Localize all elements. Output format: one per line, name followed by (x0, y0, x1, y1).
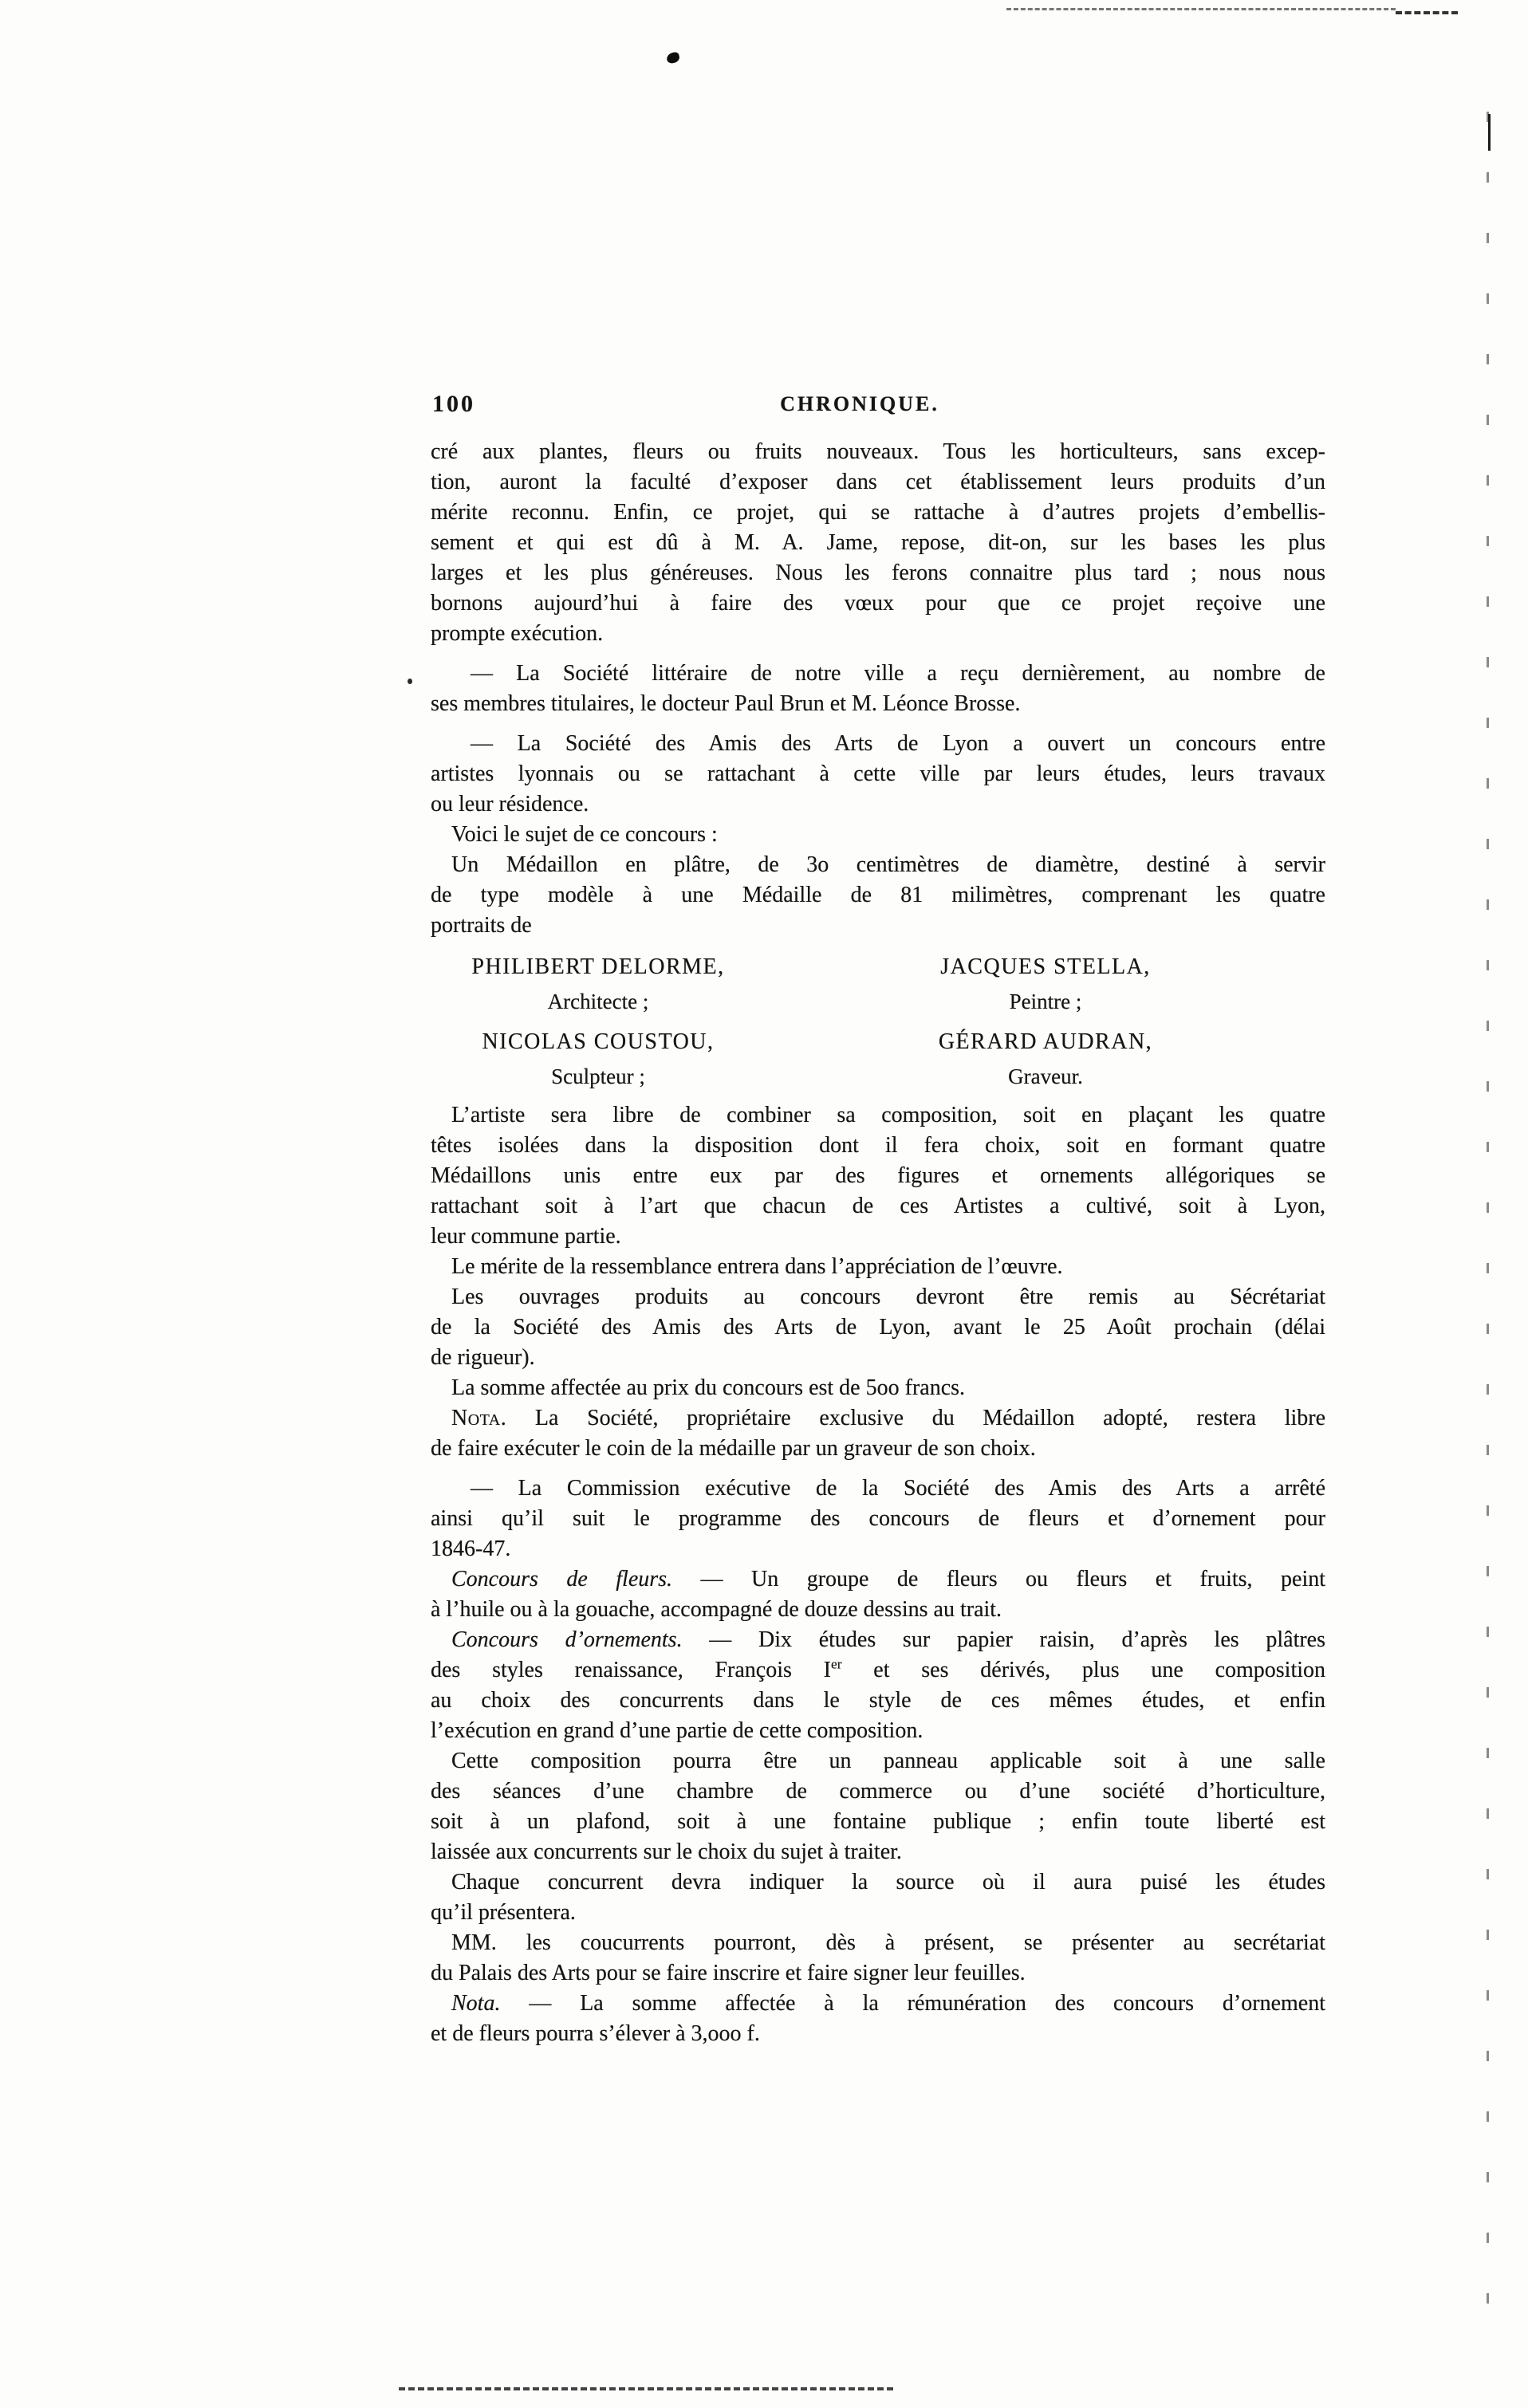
artist-entry (431, 949, 766, 1021)
text-line: l’exécution en grand d’une partie de cette composition. (431, 1718, 923, 1743)
text-line: larges et les plus généreuses. Nous les ferons connaitre plus tard ; nous nous (431, 561, 1325, 585)
paragraph (431, 1373, 1325, 1403)
paragraph (431, 1403, 1325, 1464)
text-line: Le mérite de la ressemblance entrera dans l’appréciation de l’œuvre. (451, 1254, 1063, 1279)
running-title: CHRONIQUE. (780, 392, 939, 415)
artist-role: Peintre ; (1009, 990, 1082, 1013)
paragraph (431, 1928, 1325, 1989)
text-line: des styles renaissance, François Ier et ses dérivés, plus une composition (431, 1656, 1326, 1682)
text-line: qu’il présentera. (431, 1900, 576, 1925)
scan-artifact-top-dashes (1006, 8, 1396, 10)
text-line: Les ouvrages produits au concours devront être remis au Sécrétariat (451, 1285, 1325, 1309)
text-line: Voici le sujet de ce concours : (451, 822, 718, 847)
text-line: leur commune partie. (431, 1224, 621, 1249)
paragraph (431, 437, 1325, 649)
text-line: de la Société des Amis des Arts de Lyon, avant le 25 Août prochain (délai (431, 1315, 1325, 1340)
text-line: artistes lyonnais ou se rattachant à cette ville par leurs études, leurs travaux (431, 761, 1325, 786)
scan-artifact-margin-dot (408, 679, 412, 684)
text-line: et de fleurs pourra s’élever à 3,ooo f. (431, 2021, 760, 2046)
scan-artifact-ink-blot (666, 51, 681, 64)
text-line: L’artiste sera libre de combiner sa composition, soit en plaçant les quatre (451, 1103, 1325, 1127)
text-line: portraits de (431, 913, 532, 938)
text-line: rattachant soit à l’art que chacun de ces Artistes a cultivé, soit à Lyon, (431, 1194, 1325, 1218)
superscript-text: er (831, 1656, 842, 1672)
text-line: de type modèle à une Médaille de 81 milimètres, comprenant les quatre (431, 883, 1325, 907)
page-header (431, 391, 1325, 424)
text-line: cré aux plantes, fleurs ou fruits nouveaux. Tous les horticulteurs, sans excep- (431, 439, 1325, 464)
text-line: de rigueur). (431, 1345, 535, 1370)
text-line: La somme affectée au prix du concours est de 5oo francs. (451, 1375, 966, 1400)
paragraph (431, 1252, 1325, 1282)
paragraph (431, 729, 1325, 820)
artist-role: Sculpteur ; (551, 1064, 645, 1088)
paragraph (431, 1100, 1325, 1252)
text-line: bornons aujourd’hui à faire des vœux pour que ce projet reçoive une (431, 591, 1325, 616)
text-line: Chaque concurrent devra indiquer la source où il aura puisé les études (451, 1870, 1325, 1895)
text-line: ou leur résidence. (431, 792, 589, 816)
scan-artifact-bottom-dashes (399, 2387, 893, 2390)
text-line: de faire exécuter le coin de la médaille par un graveur de son choix. (431, 1436, 1036, 1461)
text-line: Médaillons unis entre eux par des figures et ornements allégoriques se (431, 1163, 1325, 1188)
text-line: Concours de fleurs. — Un groupe de fleurs ou fleurs et fruits, peint (451, 1567, 1326, 1592)
artist-name: GÉRARD AUDRAN, (938, 1029, 1153, 1054)
italic-lead: Nota. (451, 1991, 501, 2016)
text-line: — La Société des Amis des Arts de Lyon a ouvert un concours entre (471, 731, 1325, 756)
artist-role: Graveur. (1008, 1064, 1083, 1088)
scan-artifact-right-edge-ticks (1487, 112, 1489, 2328)
artist-role: Architecte ; (547, 990, 649, 1013)
text-block (431, 437, 1325, 2049)
text-line: laissée aux concurrents sur le choix du sujet à traiter. (431, 1839, 902, 1864)
text-line: à l’huile ou à la gouache, accompagné de douze dessins au trait. (431, 1597, 1002, 1622)
text-line: au choix des concurrents dans le style de ces mêmes études, et enfin (431, 1688, 1325, 1713)
text-line: ses membres titulaires, le docteur Paul Brun et M. Léonce Brosse. (431, 691, 1021, 716)
paragraph (431, 1989, 1325, 2049)
scan-artifact-top-dashes-dark (1396, 11, 1458, 14)
text-line: prompte exécution. (431, 621, 604, 646)
paragraph (431, 1625, 1325, 1746)
text-line: têtes isolées dans la disposition dont il fera choix, soit en formant quatre (431, 1133, 1325, 1158)
artist-entry (766, 949, 1325, 1021)
text-line: Nota. La Société, propriétaire exclusive du Médaillon adopté, restera libre (451, 1406, 1325, 1430)
text-line: du Palais des Arts pour se faire inscrire et faire signer leur feuilles. (431, 1961, 1026, 1985)
text-line: Un Médaillon en plâtre, de 3o centimètres de diamètre, destiné à servir (451, 852, 1325, 877)
artist-name: JACQUES STELLA, (940, 954, 1151, 979)
small-caps-lead: Nota. (451, 1406, 507, 1430)
text-line: soit à un plafond, soit à une fontaine publique ; enfin toute liberté est (431, 1809, 1325, 1834)
page-number: 100 (432, 391, 475, 417)
text-line: Nota. — La somme affectée à la rémunération des concours d’ornement (451, 1991, 1325, 2016)
paragraph (431, 1474, 1325, 1564)
artist-entry (766, 1024, 1325, 1096)
text-line: — La Société littéraire de notre ville a reçu dernièrement, au nombre de (471, 661, 1325, 686)
paragraph (431, 850, 1325, 941)
artist-name: PHILIBERT DELORME, (471, 954, 725, 979)
text-line: Cette composition pourra être un panneau applicable soit à une salle (451, 1749, 1325, 1773)
scan-artifact-right-edge-line (1488, 114, 1491, 151)
paragraph (431, 820, 1325, 850)
paragraph (431, 1564, 1325, 1625)
text-line: — La Commission exécutive de la Société des Amis des Arts a arrêté (471, 1476, 1325, 1501)
paragraph (431, 1282, 1325, 1373)
text-line: tion, auront la faculté d’exposer dans cet établissement leurs produits d’un (431, 470, 1325, 494)
paragraph (431, 1746, 1325, 1867)
paragraph (431, 1867, 1325, 1928)
text-line: 1846-47. (431, 1536, 511, 1561)
text-line: sement et qui est dû à M. A. Jame, repose, dit-on, sur les bases les plus (431, 530, 1325, 555)
text-line: Concours d’ornements. — Dix études sur papier raisin, d’après les plâtres (451, 1627, 1325, 1652)
text-line: mérite reconnu. Enfin, ce projet, qui se rattache à d’autres projets d’embellis- (431, 500, 1325, 525)
text-line: des séances d’une chambre de commerce ou d’une société d’horticulture, (431, 1779, 1325, 1804)
paragraph (431, 659, 1325, 719)
artist-name: NICOLAS COUSTOU, (482, 1029, 715, 1054)
artist-entry (431, 1024, 766, 1096)
text-line: ainsi qu’il suit le programme des concours de fleurs et d’ornement pour (431, 1506, 1325, 1531)
text-line: MM. les coucurrents pourront, dès à présent, se présenter au secrétariat (451, 1930, 1325, 1955)
artists-names-block (431, 949, 1325, 1096)
italic-lead: Concours d’ornements. (451, 1627, 683, 1652)
italic-lead: Concours de fleurs. (451, 1567, 673, 1592)
